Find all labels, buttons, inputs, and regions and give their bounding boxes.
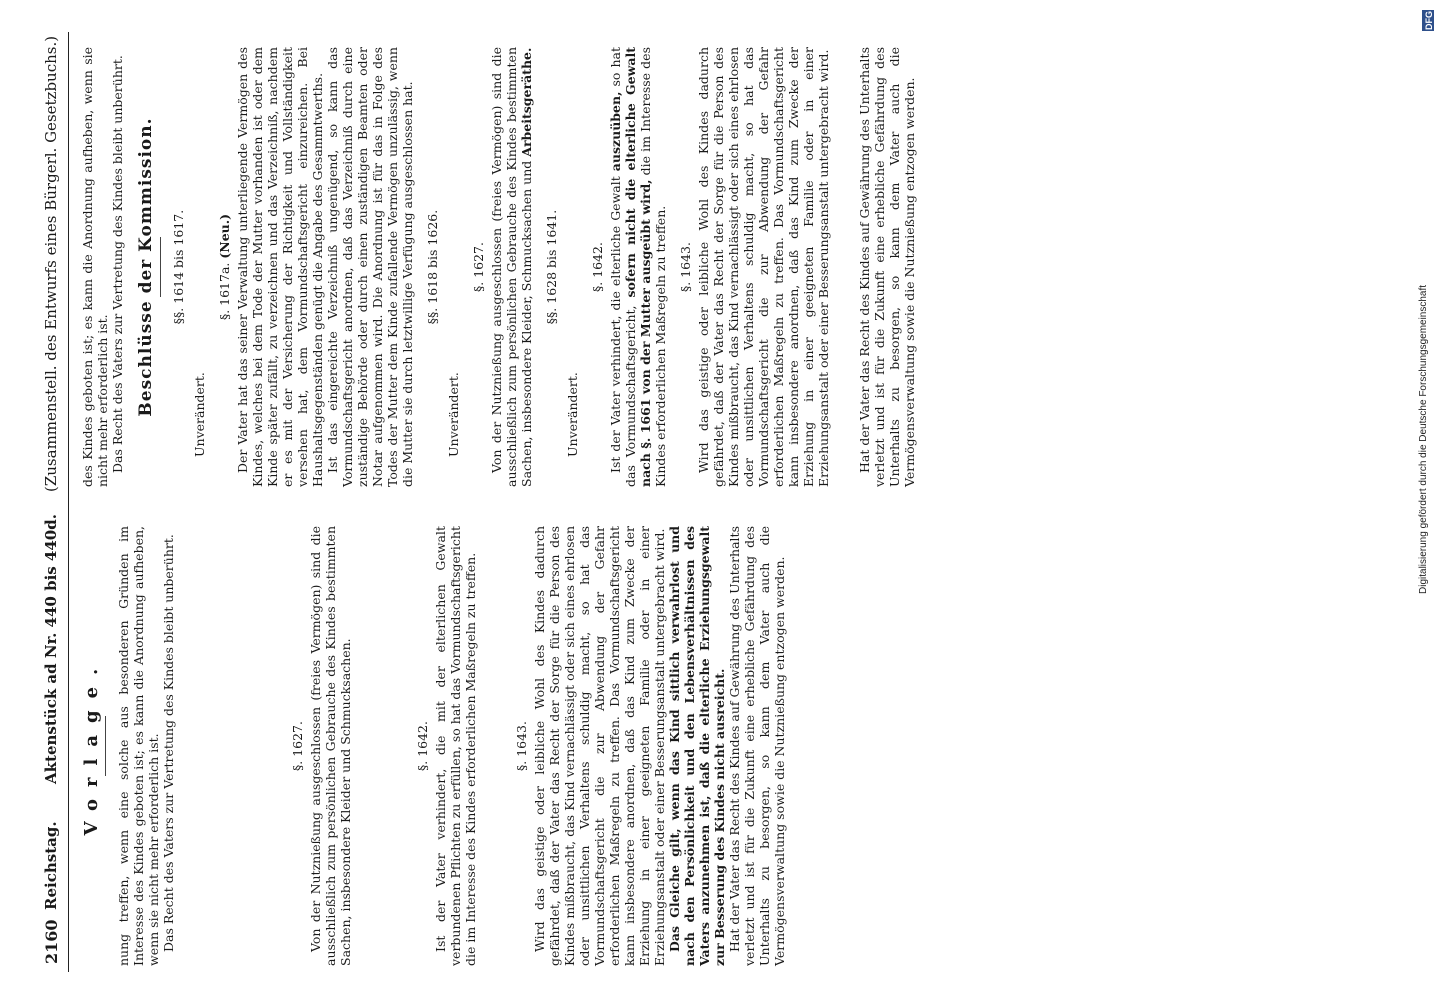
paragraph-emphasis: Das Gleiche gilt, wenn das Kind sittlich verwahrlost und nach den Persönlichkeit und den Lebensverhältnissen des Vaters anzunehmen ist, daß die elterliche Erziehungsgewalt zur Besserung des Kindes nicht ausreicht.	[667, 526, 727, 966]
column-vorlage	[80, 526, 787, 966]
section-heading: §. 1642.	[590, 242, 605, 292]
section-heading: §§. 1628 bis 1641.	[544, 209, 559, 325]
section-heading: §§. 1614 bis 1617.	[171, 209, 186, 325]
section-heading: §. 1643.	[514, 721, 529, 771]
section-heading: §. 1643.	[678, 242, 693, 292]
paragraph: Das Recht des Vaters zur Vertretung des Kindes bleibt unberührt.	[161, 534, 176, 952]
paragraph: Ist das eingereichte Verzeichniß ungenügend, so kann das Vormundschaftsgericht anordnen, daß das Verzeichniß durch eine zuständige Behörde oder durch einen zuständigen Beamten oder Notar aufgenommen wird. Die Anordnung ist für das in Folge des Todes der Mutter dem Kinde zufallende Vermögen unzulässig, wenn die Mutter sie durch letztwillige Verfügung ausgeschlossen hat.	[325, 47, 415, 487]
section-heading: §. 1627.	[290, 721, 305, 771]
header-rule	[68, 32, 69, 972]
paragraph: Ist der Vater verhindert, die mit der elterlichen Gewalt verbundenen Pflichten zu erfüllen, so hat das Vormundschaftsgericht die im Interesse des Kindes erforderlichen Maßregeln zu treffen.	[433, 526, 478, 966]
column-kommission	[80, 47, 917, 487]
title-separator	[160, 237, 161, 297]
text-run: Ist der Vater verhindert, die elterliche Gewalt	[608, 176, 623, 473]
document-reference: Aktenstück ad Nr. 440 bis 440d.	[42, 514, 60, 784]
page-number: 2160	[42, 919, 61, 964]
paragraph	[608, 47, 668, 487]
paragraph: Wird das geistige oder leibliche Wohl des Kindes dadurch gefährdet, daß der Vater das Recht der Sorge für die Person des Kindes mißbraucht, das Kind vernachlässigt oder sich eines ehrlosen oder unsittlichen Verhaltens schuldig macht, so hat das Vormundschaftsgericht die zur Abwendung der Gefahr erforderlichen Maßregeln zu treffen. Das Vormundschaftsgericht kann insbesondere anordnen, daß das Kind zum Zwecke der Erziehung in einer geeigneten Familie oder in einer Erziehungsanstalt oder einer Besserungsanstalt untergebracht wird.	[532, 526, 667, 966]
paragraph: nung treffen, wenn eine solche aus besonderen Gründen im Interesse des Kindes geboten ist; es kann die Anordnung aufheben, wenn sie nicht mehr erforderlich ist.	[116, 526, 161, 966]
bold-amendment: sofern nicht die elterliche Gewalt nach §. 1661 von der Mutter ausgeübt wird,	[623, 47, 653, 487]
dfg-logo-text: DFG	[1424, 11, 1434, 30]
text-run: die im Interesse des Kindes erforderlichen Maßregeln zu treffen.	[638, 47, 668, 487]
unchanged-note: Unverändert.	[446, 372, 461, 457]
new-marker: (Neu.)	[217, 213, 232, 259]
paragraph: des Kindes geboten ist; es kann die Anordnung aufheben, wenn sie nicht mehr erforderlich ist.	[80, 47, 110, 487]
column-title-kommission: Beschlüsse der Kommission.	[136, 117, 156, 417]
unchanged-note: Unverändert.	[565, 372, 580, 457]
column-title-vorlage: Vorlage.	[81, 656, 102, 836]
bold-amendment: Arbeitsgeräthe.	[519, 47, 534, 157]
section-heading: §§. 1618 bis 1626.	[425, 209, 440, 325]
paragraph: Hat der Vater das Recht des Kindes auf Gewährung des Unterhalts verletzt und ist für die Zukunft eine erhebliche Gefährdung des Unterhalts zu besorgen, so kann dem Vater auch die Vermögensverwaltung sowie die Nutznießung entzogen werden.	[857, 47, 917, 487]
section-heading: §. 1642.	[415, 721, 430, 771]
page-header	[30, 32, 70, 972]
paragraph	[489, 47, 534, 487]
paragraph: Wird das geistige oder leibliche Wohl des Kindes dadurch gefährdet, daß der Vater das Recht der Sorge für die Person des Kindes mißbraucht, das Kind vernachlässigt oder sich eines ehrlosen oder unsittlichen Verhaltens schuldig macht, so hat das Vormundschaftsgericht die zur Abwendung der Gefahr erforderlichen Maßregeln zu treffen. Das Vormundschaftsgericht kann insbesondere anordnen, daß das Kind zum Zwecke der Erziehung in einer geeigneten Familie oder in einer Erziehungsanstalt oder einer Besserungsanstalt untergebracht wird.	[696, 47, 831, 487]
document-page	[30, 32, 1360, 972]
text-run: so hat das Vormundschaftsgericht,	[608, 47, 638, 487]
document-subtitle: (Zusammenstell. des Entwurfs eines Bürgerl. Gesetzbuchs.)	[42, 35, 60, 492]
text-run: Von der Nutznießung ausgeschlossen (freies Vermögen) sind die ausschließlich zum persönlichen Gebrauche des Kindes bestimmten Sachen, insbesondere Kleider, Schmucksachen und	[489, 47, 534, 487]
unchanged-note: Unverändert.	[192, 372, 207, 457]
digitization-notice: Digitalisierung gefördert durch die Deutsche Forschungsgemeinschaft	[1418, 284, 1429, 594]
paragraph: Das Recht des Vaters zur Vertretung des Kindes bleibt unberührt.	[110, 55, 125, 473]
title-separator	[105, 716, 106, 776]
section-number: §. 1617a.	[217, 262, 232, 321]
paragraph: Der Vater hat das seiner Verwaltung unterliegende Vermögen des Kindes, welches bei dem Tode der Mutter vorhanden ist oder dem Kinde später zufällt, zu verzeichnen und das Verzeichniß, nachdem er es mit der Versicherung der Richtigkeit und Vollständigkeit versehen hat, dem Vormundschaftsgericht einzureichen. Bei Haushaltsgegenständen genügt die Angabe des Gesammtwerths.	[235, 47, 325, 487]
paragraph: Von der Nutznießung ausgeschlossen (freies Vermögen) sind die ausschließlich zum persönlichen Gebrauche des Kindes bestimmten Sachen, insbesondere Kleider und Schmucksachen.	[308, 526, 353, 966]
paragraph: Hat der Vater das Recht des Kindes auf Gewährung des Unterhalts verletzt und ist für die Zukunft eine erhebliche Gefährdung des Unterhalts zu besorgen, so kann dem Vater auch die Vermögensverwaltung sowie die Nutznießung entzogen werden.	[727, 526, 787, 966]
institution-name: Reichstag.	[42, 821, 60, 910]
section-heading: §. 1627.	[471, 242, 486, 292]
section-heading	[217, 47, 232, 487]
bold-amendment: auszuüben,	[608, 91, 623, 172]
